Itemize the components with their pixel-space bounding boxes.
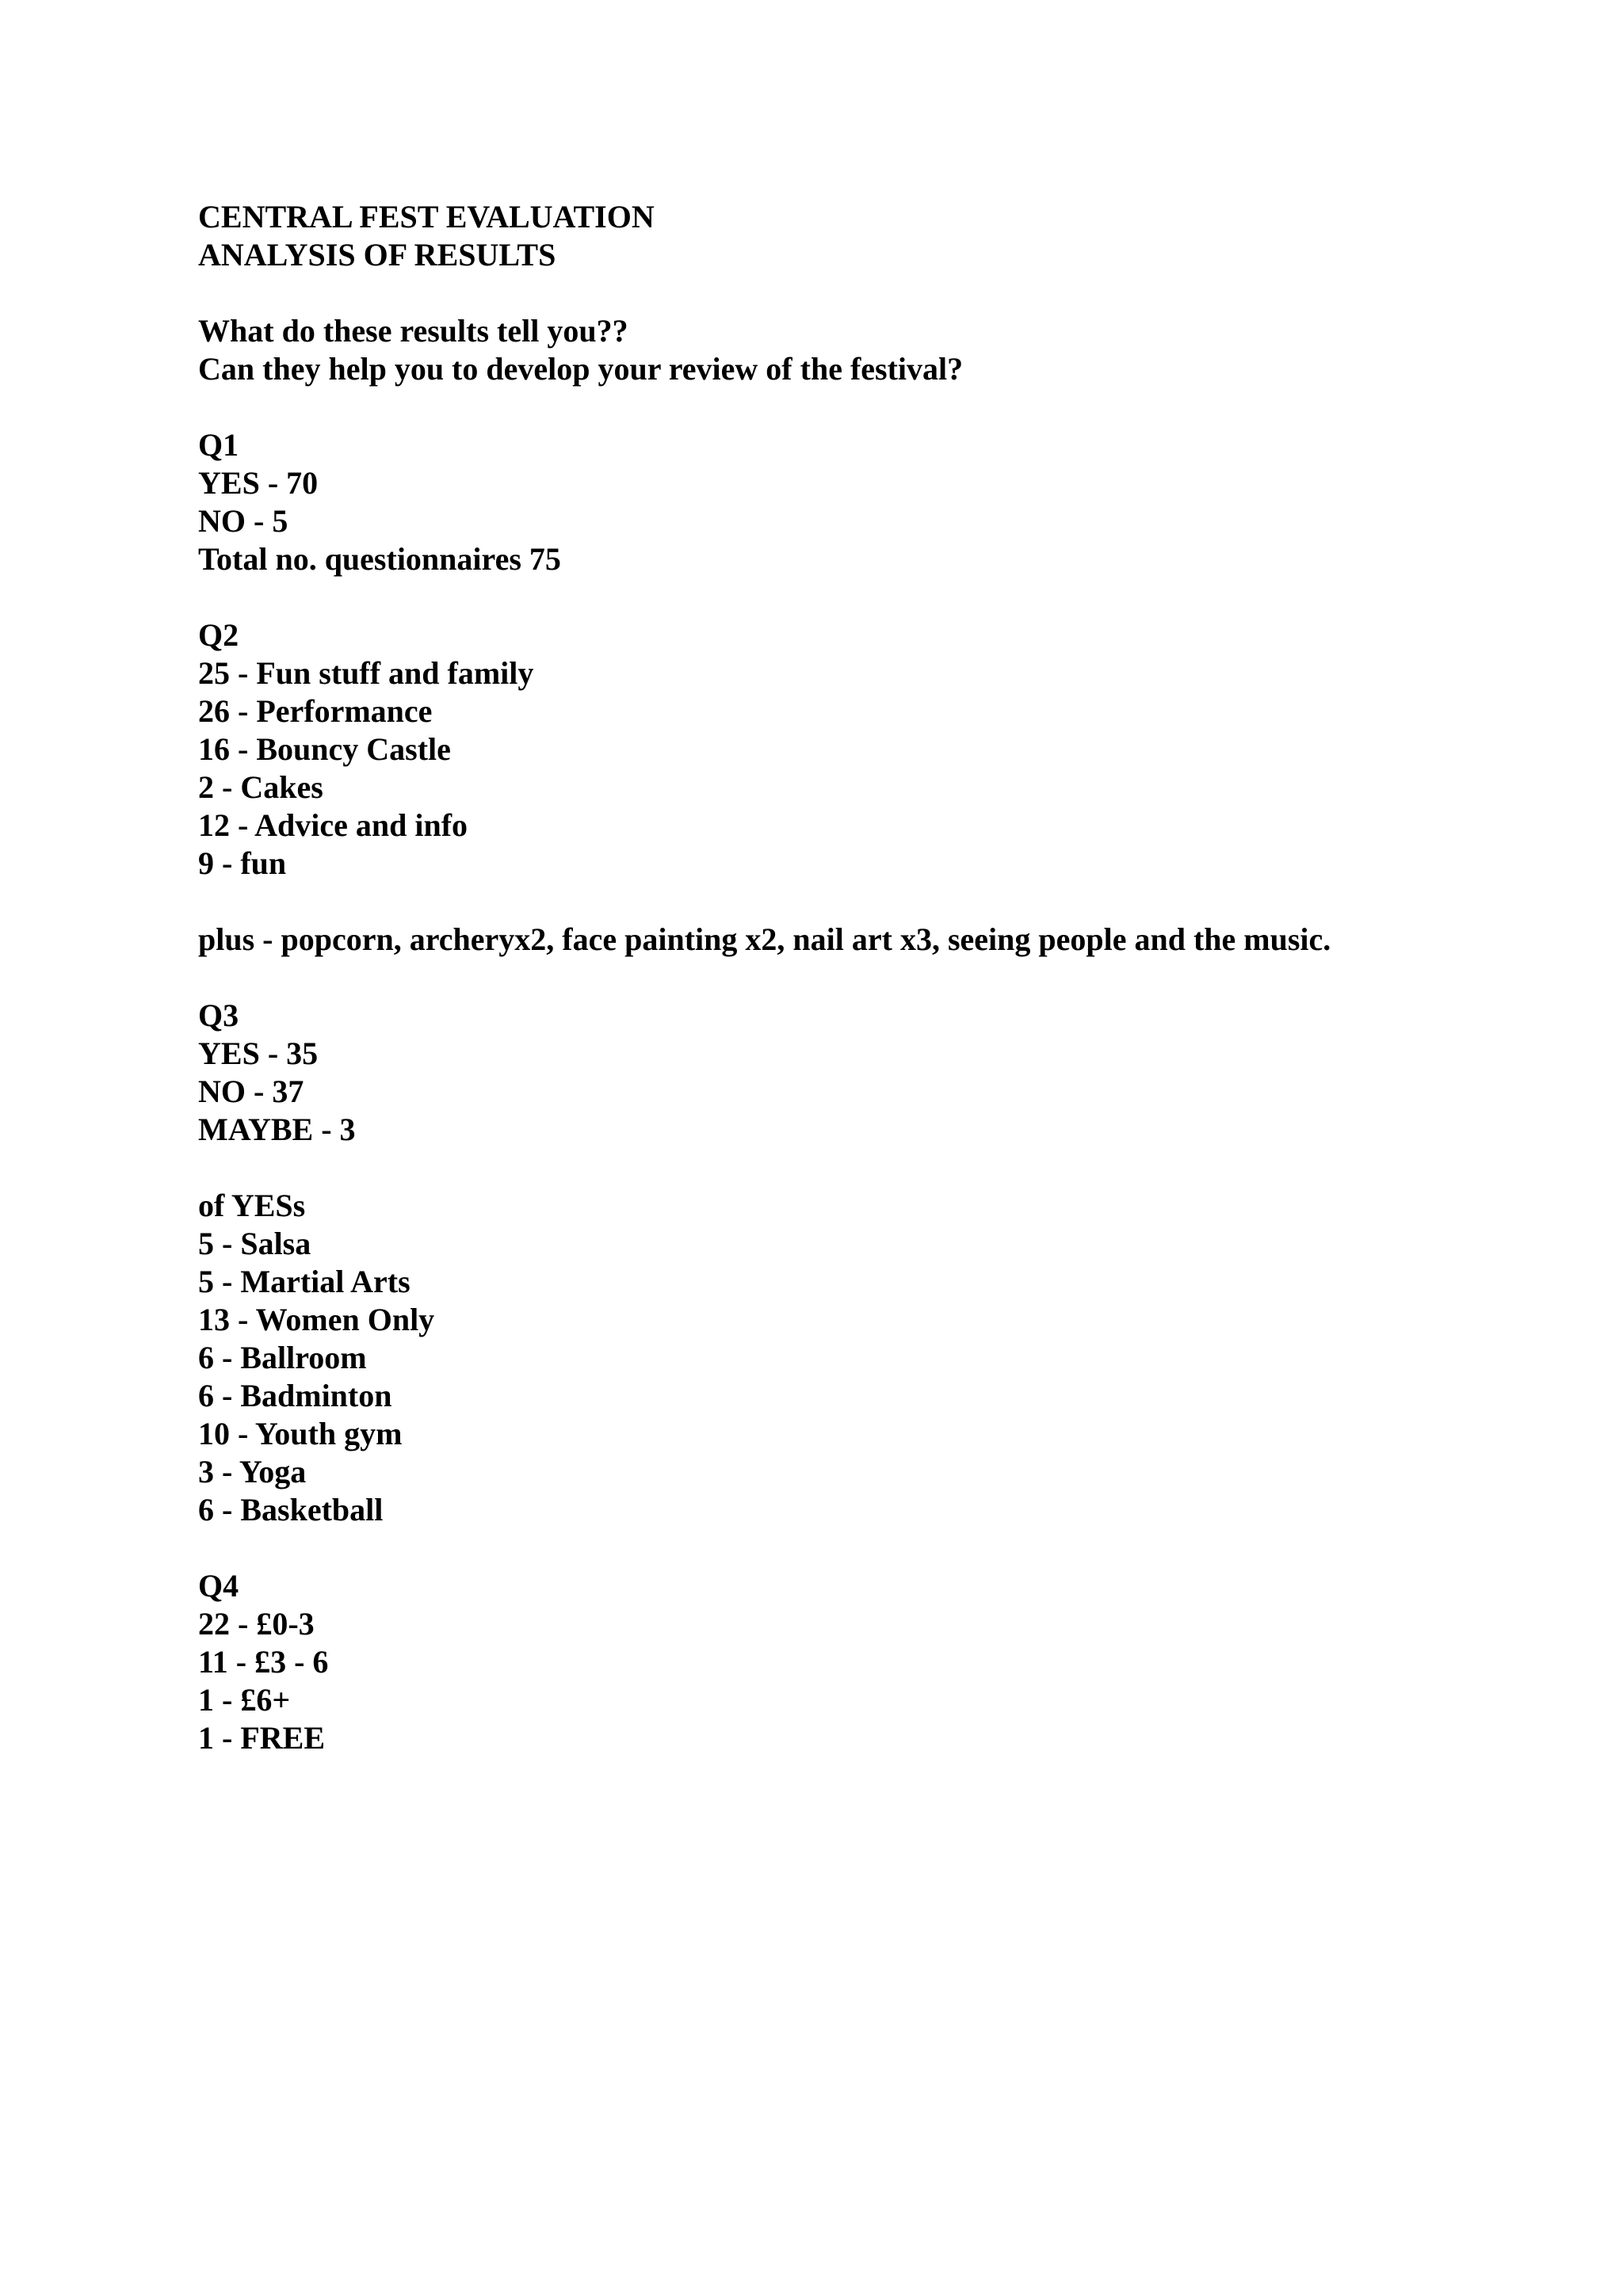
spacer: [198, 883, 1545, 921]
q3-yes-line: 6 - Ballroom: [198, 1340, 367, 1375]
q4-result-line: 1 - FREE: [198, 1720, 325, 1756]
q2-plus-line: plus - popcorn, archeryx2, face painting x2, nail art x3, seeing people and the music.: [198, 921, 1331, 957]
q4-label: Q4: [198, 1568, 239, 1604]
q3-yes-line: 10 - Youth gym: [198, 1416, 403, 1451]
q2-result-line: 9 - fun: [198, 845, 287, 881]
document-body: [198, 198, 1545, 1757]
spacer: [198, 959, 1545, 997]
spacer: [198, 578, 1545, 616]
q2-result-line: 16 - Bouncy Castle: [198, 731, 451, 767]
q1-result-line: YES - 70: [198, 465, 319, 501]
q2-result-line: 25 - Fun stuff and family: [198, 655, 534, 691]
q3-yes-line: 3 - Yoga: [198, 1454, 307, 1489]
q3-label: Q3: [198, 997, 239, 1033]
q3-yes-line: 5 - Salsa: [198, 1226, 311, 1261]
q1-result-line: NO - 5: [198, 503, 288, 539]
q3-result-line: MAYBE - 3: [198, 1112, 356, 1147]
q2-result-line: 26 - Performance: [198, 693, 433, 729]
intro-question-2: Can they help you to develop your review of the festival?: [198, 351, 964, 387]
q3-yes-line: 6 - Basketball: [198, 1492, 384, 1527]
q3-yes-line: 13 - Women Only: [198, 1302, 435, 1337]
spacer: [198, 1529, 1545, 1567]
document-title: CENTRAL FEST EVALUATION: [198, 199, 655, 235]
intro-question-1: What do these results tell you??: [198, 313, 628, 349]
q1-label: Q1: [198, 427, 239, 463]
q3-yes-line: 6 - Badminton: [198, 1378, 392, 1413]
q4-result-line: 22 - £0-3: [198, 1606, 315, 1642]
spacer: [198, 274, 1545, 312]
q3-yes-line: 5 - Martial Arts: [198, 1264, 411, 1299]
q4-result-line: 1 - £6+: [198, 1682, 291, 1718]
q3-result-line: YES - 35: [198, 1035, 319, 1071]
spacer: [198, 388, 1545, 426]
spacer: [198, 1149, 1545, 1187]
q3-yes-heading: of YESs: [198, 1188, 306, 1223]
q4-result-line: 11 - £3 - 6: [198, 1644, 329, 1680]
q2-label: Q2: [198, 617, 239, 653]
q2-result-line: 12 - Advice and info: [198, 807, 468, 843]
q2-result-line: 2 - Cakes: [198, 769, 323, 805]
q3-result-line: NO - 37: [198, 1074, 304, 1109]
q1-result-line: Total no. questionnaires 75: [198, 541, 561, 577]
document-subtitle: ANALYSIS OF RESULTS: [198, 237, 556, 273]
